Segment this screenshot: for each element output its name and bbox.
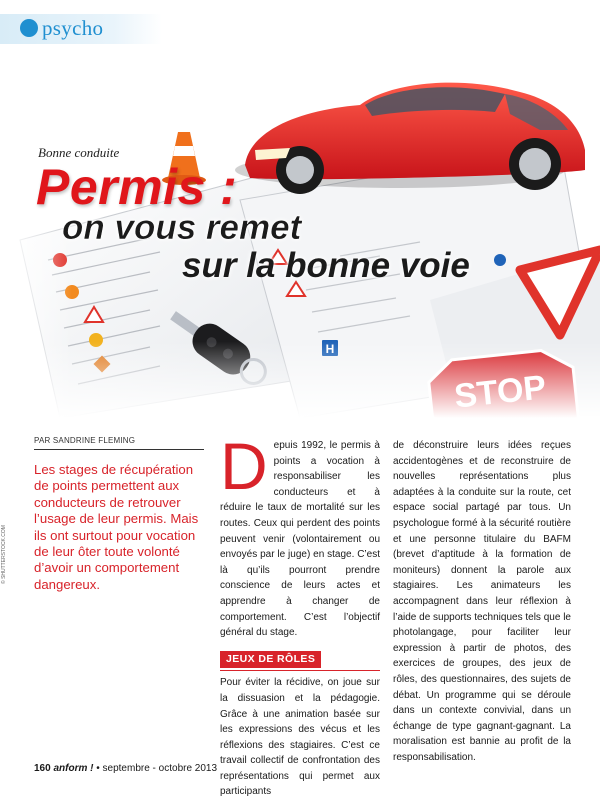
lede-paragraph: Les stages de récupération de points permettent aux conducteurs de retrouver l’usage de leur permis. Mais ils ont surtout pour vocation de leur ôter toute volonté d’avoir un comportement dangereux.	[34, 462, 199, 592]
issue-date: • septembre - octobre 2013	[96, 763, 218, 774]
body-paragraph-1: epuis 1992, le permis à points a vocation à responsabiliser les conducteurs et à réduire le taux de mortalité sur les routes. Ceux qui perdent des points peuvent venir (volontairement ou envoyés par le juge) en stage. C’est là qu’ils pourront prendre conscience de leurs actes et apprendre à changer de comportement. C’est l’objectif général du stage.	[220, 440, 380, 639]
section-tag	[0, 14, 162, 44]
drop-cap: D	[220, 429, 268, 503]
body-column-2	[393, 438, 571, 765]
photo-credit: © SHUTTERSTOCK.COM	[1, 525, 7, 584]
body-column-1	[220, 429, 380, 800]
subhead-rule	[220, 670, 380, 671]
article-title-line2: on vous remet	[62, 208, 302, 247]
section-dot-icon	[20, 19, 38, 37]
article-title-line1: Permis :	[36, 159, 238, 215]
byline: PAR SANDRINE FLEMING	[34, 436, 136, 445]
section-label: psycho	[42, 16, 104, 40]
body-paragraph-3: de déconstruire leurs idées reçues accidentogènes et de reconstruire de nouvelles représentations plus adaptées à la conduite sur la route, cet espace social partagé par tous. Un psychologue formé à la sécurité routière et une personne titulaire du BAFM (brevet d’aptitude à la formation de moniteurs) donnent la parole aux stagiaires. Les animateurs les accompagnent dans leur réflexion à l’aide de supports techniques tels que le photolangage, pour faciliter leur expression à partir de photos, des exercices de groupes, des jeux de rôles, des questionnaires, des sujets de débat. Un programme qui se déroule dans un contexte convivial, dans un échange de type gagnant-gagnant. La moralisation est bannie au profit de la responsabilisation.	[393, 440, 571, 763]
subhead-jeux-de-roles: JEUX DE RÔLES	[220, 651, 321, 669]
article-title-line3: sur la bonne voie	[182, 246, 470, 285]
article-kicker: Bonne conduite	[38, 145, 120, 160]
page-number: 160	[34, 763, 51, 774]
byline-rule	[34, 449, 204, 450]
page-footer	[34, 763, 217, 774]
body-paragraph-2: Pour éviter la récidive, on joue sur la dissuasion et la pédagogie. Grâce à une animation basée sur les expressions des vécus et les réflexions des stagiaires. C’est ce travail collectif de confrontation des représentations qui permet aux participants	[220, 677, 380, 798]
magazine-name: anform !	[53, 763, 94, 774]
